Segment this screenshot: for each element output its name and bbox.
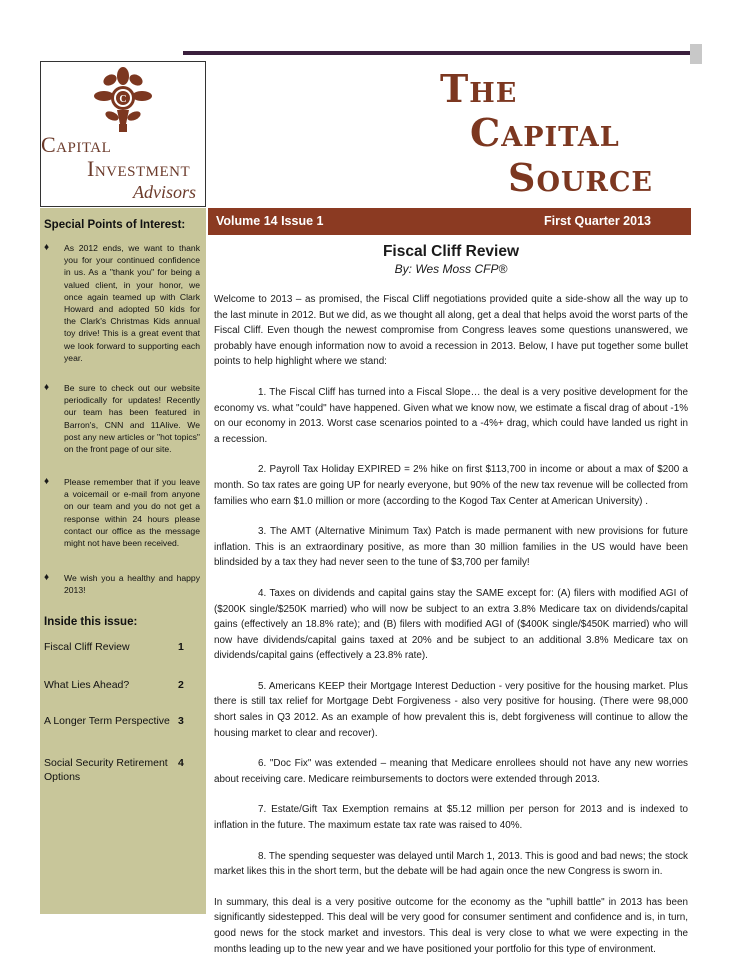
article-intro: Welcome to 2013 – as promised, the Fiscal Cliff negotiations provided quite a side-show all the way up to the last minute in 2012. But we did, as we thought all along, get a deal that helps avoid the worst parts of the Fiscal Cliff. Even though the newest compromise from Congress leaves some questions unanswered, we probably have enough information now to avoid a recession in 2013. Below, I have put together some bullet points to help highlight where we stand:	[214, 294, 688, 368]
masthead-rule-accent	[690, 44, 702, 64]
article-title: Fiscal Cliff Review	[382, 243, 520, 260]
newsletter-title-line3: Source	[508, 155, 654, 200]
toc-label: Social Security Retirement Options	[44, 757, 168, 783]
article-point: 5. Americans KEEP their Mortgage Interest Deduction - very positive for the housing market. Plus there is still tax relief for Mortgage Debt Forgiveness - also very positive for housing. (There were 98,000 short sales in Q3 2012. As an example of how prevalent this is, debt forgiveness will continue to allow the housing market to clear and recover).	[214, 680, 688, 739]
article-summary: In summary, this deal is a very positive outcome for the economy as the "uphill battle" in 2013 has been significantly sidestepped. This deal will be very good for consumer sentiment and confidence and is, in turn, good news for the stock market and investors. This deal is very close to what we were expecting in the months leading up to the new year and we have positioned your portfolio for this type of environment.	[214, 896, 688, 954]
toc-page-number: 3	[178, 715, 184, 727]
diamond-bullet-icon: ♦	[44, 382, 50, 393]
diamond-bullet-icon: ♦	[44, 572, 50, 583]
toc-page-number: 1	[178, 641, 184, 653]
logo-text-investment: Investment	[87, 156, 191, 181]
toc-label: Fiscal Cliff Review	[44, 641, 130, 653]
masthead-rule	[183, 51, 695, 55]
diamond-bullet-icon: ♦	[44, 242, 50, 253]
newsletter-title-line2: Capital	[470, 110, 620, 155]
special-point-text: Please remember that if you leave a voicemail or e-mail from anyone on our team and you do not get a response within 24 hours please contact our office as the message might not have been received.	[64, 477, 200, 549]
logo-text-advisors: Advisors	[133, 182, 196, 202]
special-point-text: Be sure to check out our website periodically for updates! Recently our team has been featured in Barron's, CNN and 11Alive. We post any new articles or "hot topics" on the front page of our site.	[64, 383, 200, 455]
toc-label: What Lies Ahead?	[44, 679, 130, 691]
diamond-bullet-icon: ♦	[44, 476, 50, 487]
issue-volume: Volume 14 Issue 1	[216, 214, 324, 228]
company-logo	[40, 61, 206, 207]
article-point: 1. The Fiscal Cliff has turned into a Fiscal Slope… the deal is a very positive development for the economy vs. what "could" have happened. Given what we know now, we estimate a fiscal drag of about -1% on our economy in 2013. Worst case scenarios pointed to a -4%+ drag, which could have landed us right in a recession.	[214, 386, 688, 445]
special-point-text: As 2012 ends, we want to thank you for your continued confidence in us. As a "thank you" for being a valued client, in your honor, we once again teamed up with Clark Howard and adopted 50 kids for the Clark's Christmas Kids annual toy drive! This is a great event that we look forward to supporting each year.	[64, 243, 200, 363]
newsletter-title-line1: The	[440, 66, 518, 111]
svg-text:C: C	[119, 94, 127, 105]
ornament-emblem-icon	[88, 66, 158, 136]
toc-page-number: 2	[178, 679, 184, 691]
logo-text-capital: Capital	[41, 132, 112, 157]
article-point: 6. "Doc Fix" was extended – meaning that Medicare enrollees should not have any new worries about receiving care. Medicare reimbursements to doctors were extended through 2013.	[214, 758, 688, 785]
article-point: 3. The AMT (Alternative Minimum Tax) Patch is made permanent with new provisions for future inflation. This is an extraordinary positive, as more than 30 million families in the US would have been blindsided by a tax they had never seen to the tune of $3,700 per family!	[214, 526, 688, 569]
toc-label: A Longer Term Perspective	[44, 715, 170, 727]
article-point: 4. Taxes on dividends and capital gains stay the SAME except for: (A) filers with modified AGI of ($200K single/$250K married) who will now be subject to an extra 3.8% Medicare tax on dividends/capital gains (effectively an 18.8% rate); and (B) filers with modified AGI of ($400K single/$450K married) who will now have dividends/capital gains taxed at 20% and be subject to an additional 3.8% Medicare tax on dividends/capital gains (effectively a 23.8% rate).	[214, 587, 688, 662]
main-article	[214, 243, 688, 954]
issue-banner	[208, 208, 691, 235]
toc-page-number: 4	[178, 757, 184, 769]
article-byline: By: Wes Moss CFP®	[394, 262, 508, 276]
issue-quarter: First Quarter 2013	[544, 214, 651, 228]
article-point: 2. Payroll Tax Holiday EXPIRED = 2% hike on first $113,700 in income or about a max of $200 a month. So tax rates are going UP for nearly everyone, but 90% of the new tax revenue will be collected from families who earn $1.0 million or more (according to the Kogod Tax Center at American University) .	[214, 464, 688, 507]
article-point: 7. Estate/Gift Tax Exemption remains at $5.12 million per person for 2013 and is indexed to inflation in the future. The maximum estate tax rate was raised to 40%.	[214, 804, 688, 832]
inside-issue-heading: Inside this issue:	[44, 616, 138, 628]
article-point: 8. The spending sequester was delayed until March 1, 2013. This is good and bad news; the stock market likes this in the short term, but the debate will be had again once the new Congress is sworn in.	[214, 850, 688, 878]
sidebar	[40, 208, 206, 914]
special-point-text: We wish you a healthy and happy 2013!	[64, 573, 200, 596]
special-points-heading: Special Points of Interest:	[44, 219, 186, 231]
